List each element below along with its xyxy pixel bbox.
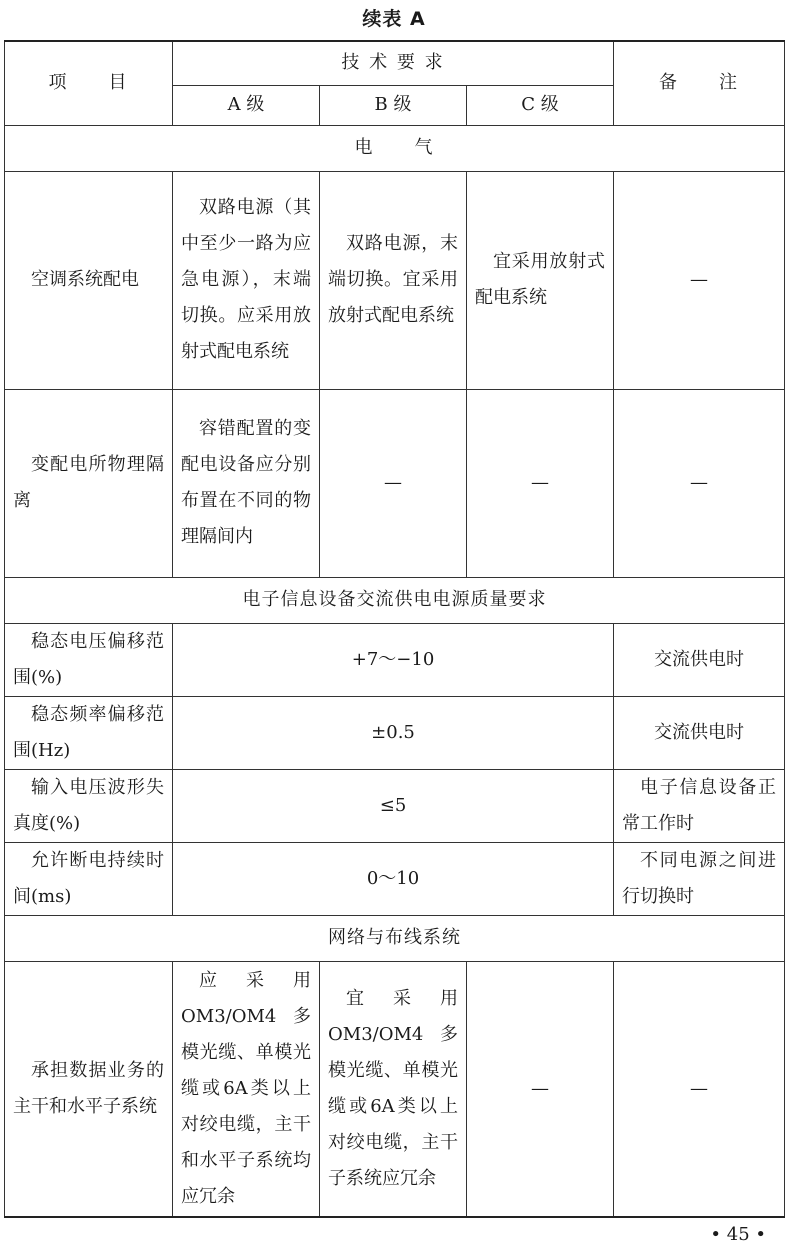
row-grade-b: 宜采用OM3/OM4多模光缆、单模光缆或6A类以上对绞电缆，主干子系统应冗余: [320, 961, 467, 1217]
header-grade-b: B 级: [320, 85, 467, 125]
row-grade-b: 双路电源，末端切换。宜采用放射式配电系统: [320, 171, 467, 389]
header-grade-c: C 级: [467, 85, 614, 125]
header-row-top: [5, 41, 785, 85]
table-row: [5, 696, 785, 769]
table-row: [5, 389, 785, 577]
row-item: 输入电压波形失真度(%): [5, 769, 173, 842]
row-value: 0～10: [173, 842, 614, 915]
header-item: 项 目: [5, 41, 173, 125]
header-tech: 技 术 要 求: [173, 41, 614, 85]
row-value: ±0.5: [173, 696, 614, 769]
table-title: 续表 A: [362, 8, 426, 30]
row-remark: 不同电源之间进行切换时: [614, 842, 785, 915]
row-grade-a: 应采用OM3/OM4多模光缆、单模光缆或6A类以上对绞电缆，主干和水平子系统均应冗余: [173, 961, 320, 1217]
row-item: 稳态电压偏移范围(%): [5, 623, 173, 696]
row-grade-a: 容错配置的变配电设备应分别布置在不同的物理隔间内: [173, 389, 320, 577]
row-item: 承担数据业务的主干和水平子系统: [5, 961, 173, 1217]
row-item: 空调系统配电: [5, 171, 173, 389]
table-row: [5, 623, 785, 696]
row-item: 稳态频率偏移范围(Hz): [5, 696, 173, 769]
row-remark: —: [614, 961, 785, 1217]
table-row: [5, 769, 785, 842]
table-row: [5, 842, 785, 915]
section-electrical: 电 气: [5, 125, 785, 171]
row-remark: 电子信息设备正常工作时: [614, 769, 785, 842]
row-grade-b: —: [320, 389, 467, 577]
section-row: [5, 125, 785, 171]
row-remark: —: [614, 389, 785, 577]
header-remark: 备 注: [614, 41, 785, 125]
row-remark: 交流供电时: [614, 623, 785, 696]
row-value: +7～−10: [173, 623, 614, 696]
row-remark: 交流供电时: [614, 696, 785, 769]
row-grade-c: —: [467, 389, 614, 577]
header-grade-a: A 级: [173, 85, 320, 125]
section-row: [5, 915, 785, 961]
row-value: ≤5: [173, 769, 614, 842]
spec-table: [4, 40, 785, 1218]
table-row: [5, 961, 785, 1217]
section-power-quality: 电子信息设备交流供电电源质量要求: [5, 577, 785, 623]
row-grade-c: —: [467, 961, 614, 1217]
row-item: 变配电所物理隔离: [5, 389, 173, 577]
row-item: 允许断电持续时间(ms): [5, 842, 173, 915]
row-remark: —: [614, 171, 785, 389]
row-grade-a: 双路电源（其中至少一路为应急电源），末端切换。应采用放射式配电系统: [173, 171, 320, 389]
table-row: [5, 171, 785, 389]
row-grade-c: 宜采用放射式配电系统: [467, 171, 614, 389]
section-row: [5, 577, 785, 623]
page-number: • 45 •: [710, 1224, 766, 1245]
section-network: 网络与布线系统: [5, 915, 785, 961]
